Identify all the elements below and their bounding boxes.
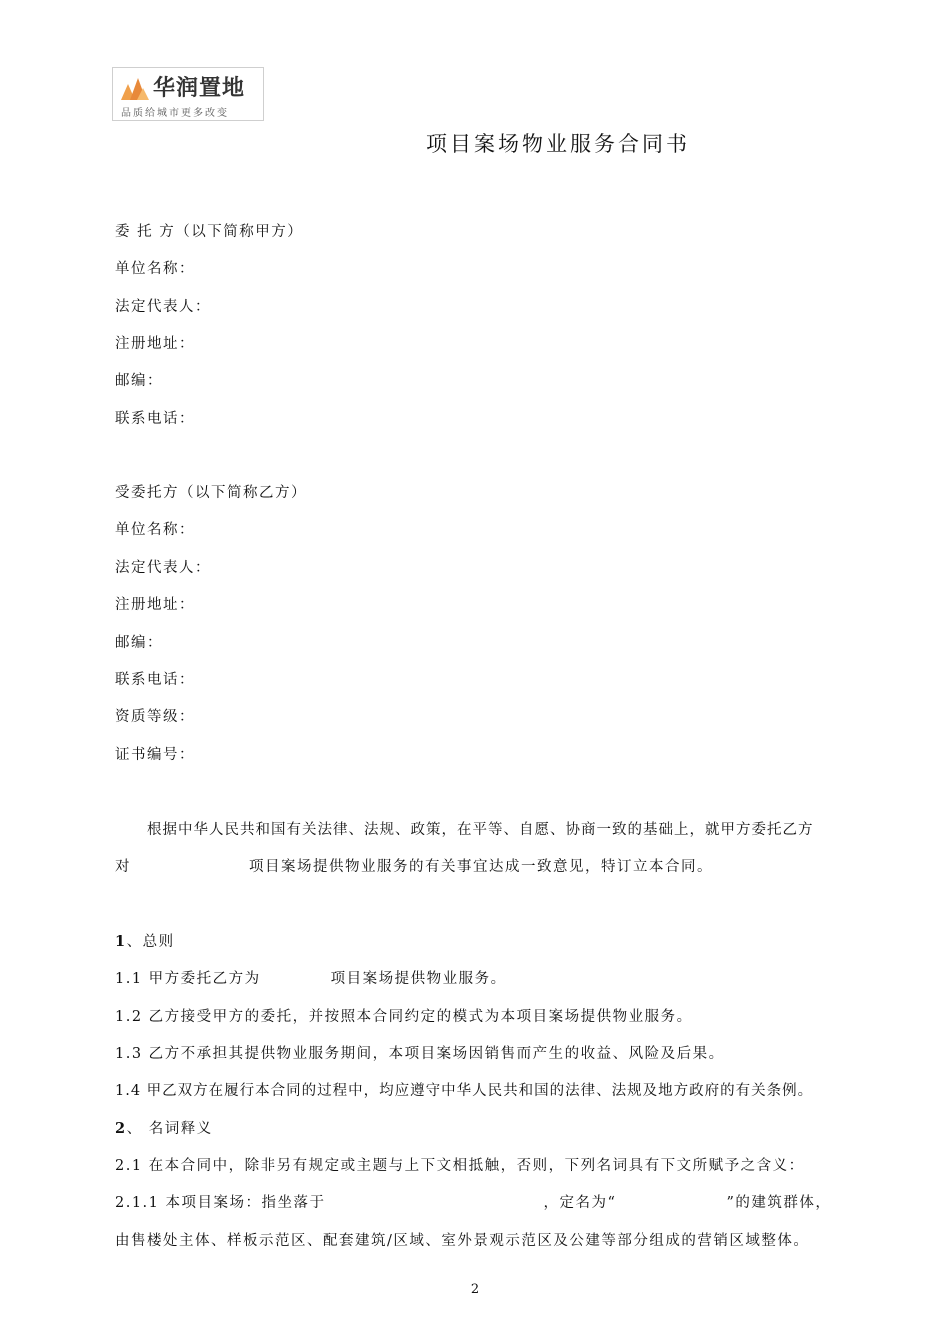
logo-company-name: 华润置地 bbox=[153, 76, 246, 101]
clause-number: 2.1.1 bbox=[115, 1195, 160, 1211]
clause-2-1-1 bbox=[115, 1191, 831, 1212]
section1-heading bbox=[115, 930, 175, 951]
intro-line2-start: 对 bbox=[115, 859, 131, 875]
clause-number: 2.1 bbox=[115, 1158, 143, 1174]
document-title: 项目案场物业服务合同书 bbox=[426, 132, 690, 156]
clause-number: 1.4 bbox=[115, 1083, 142, 1099]
clause-1-4 bbox=[115, 1079, 813, 1100]
clause-number: 1.3 bbox=[115, 1046, 143, 1062]
clause-2-1-1-continued: 由售楼处主体、样板示范区、配套建筑/区域、室外景观示范区及公建等部分组成的营销区域整体。 bbox=[115, 1233, 810, 1249]
clause-1-2 bbox=[115, 1005, 693, 1026]
party-b-field: 单位名称： bbox=[115, 522, 195, 538]
party-b-field: 资质等级： bbox=[115, 709, 195, 725]
party-a-heading: 委 托 方（以下简称甲方） bbox=[115, 224, 304, 240]
clause-text: 在本合同中，除非另有规定或主题与上下文相抵触，否则，下列名词具有下文所赋予之含义： bbox=[148, 1158, 805, 1174]
intro-paragraph-line2 bbox=[115, 855, 713, 876]
section1-title: 、总则 bbox=[126, 934, 175, 950]
clause-text: ，定名为“ bbox=[543, 1195, 617, 1211]
clause-1-1 bbox=[115, 967, 507, 988]
clause-text: 乙方接受甲方的委托，并按照本合同约定的模式为本项目案场提供物业服务。 bbox=[148, 1009, 693, 1025]
party-b-field: 法定代表人： bbox=[115, 560, 211, 576]
clause-number: 1.1 bbox=[115, 971, 143, 987]
clause-text: 本项目案场：指坐落于 bbox=[165, 1195, 326, 1211]
logo-mark-icon bbox=[121, 74, 149, 100]
clause-text: 甲乙双方在履行本合同的过程中，均应遵守中华人民共和国的法律、法规及地方政府的有关条例。 bbox=[146, 1083, 814, 1099]
clause-1-3 bbox=[115, 1042, 725, 1063]
section2-title: 、 名词释义 bbox=[126, 1121, 213, 1137]
party-a-field: 法定代表人： bbox=[115, 299, 211, 315]
clause-text: ”的建筑群体， bbox=[726, 1195, 832, 1211]
party-b-field: 联系电话： bbox=[115, 672, 195, 688]
page-number: 2 bbox=[470, 1282, 480, 1297]
party-a-field: 邮编： bbox=[115, 373, 163, 389]
party-a-field: 注册地址： bbox=[115, 336, 195, 352]
company-logo bbox=[112, 67, 264, 121]
logo-slogan: 品质给城市更多改变 bbox=[121, 108, 229, 119]
intro-paragraph-line1: 根据中华人民共和国有关法律、法规、政策，在平等、自愿、协商一致的基础上，就甲方委托乙方 bbox=[147, 822, 814, 838]
party-a-field: 单位名称： bbox=[115, 261, 195, 277]
clause-text: 项目案场提供物业服务。 bbox=[330, 971, 507, 987]
party-b-field: 证书编号： bbox=[115, 747, 195, 763]
section2-heading bbox=[115, 1117, 213, 1138]
section2-number: 2 bbox=[115, 1120, 127, 1137]
party-b-heading: 受委托方（以下简称乙方） bbox=[115, 485, 307, 501]
party-a-field: 联系电话： bbox=[115, 411, 195, 427]
clause-text: 乙方不承担其提供物业服务期间，本项目案场因销售而产生的收益、风险及后果。 bbox=[148, 1046, 725, 1062]
clause-number: 1.2 bbox=[115, 1009, 143, 1025]
intro-line2-end: 项目案场提供物业服务的有关事宜达成一致意见，特订立本合同。 bbox=[249, 859, 713, 875]
clause-text: 甲方委托乙方为 bbox=[148, 971, 261, 987]
party-b-field: 邮编： bbox=[115, 635, 163, 651]
section1-number: 1 bbox=[115, 933, 127, 950]
party-b-field: 注册地址： bbox=[115, 597, 195, 613]
clause-2-1 bbox=[115, 1154, 805, 1175]
